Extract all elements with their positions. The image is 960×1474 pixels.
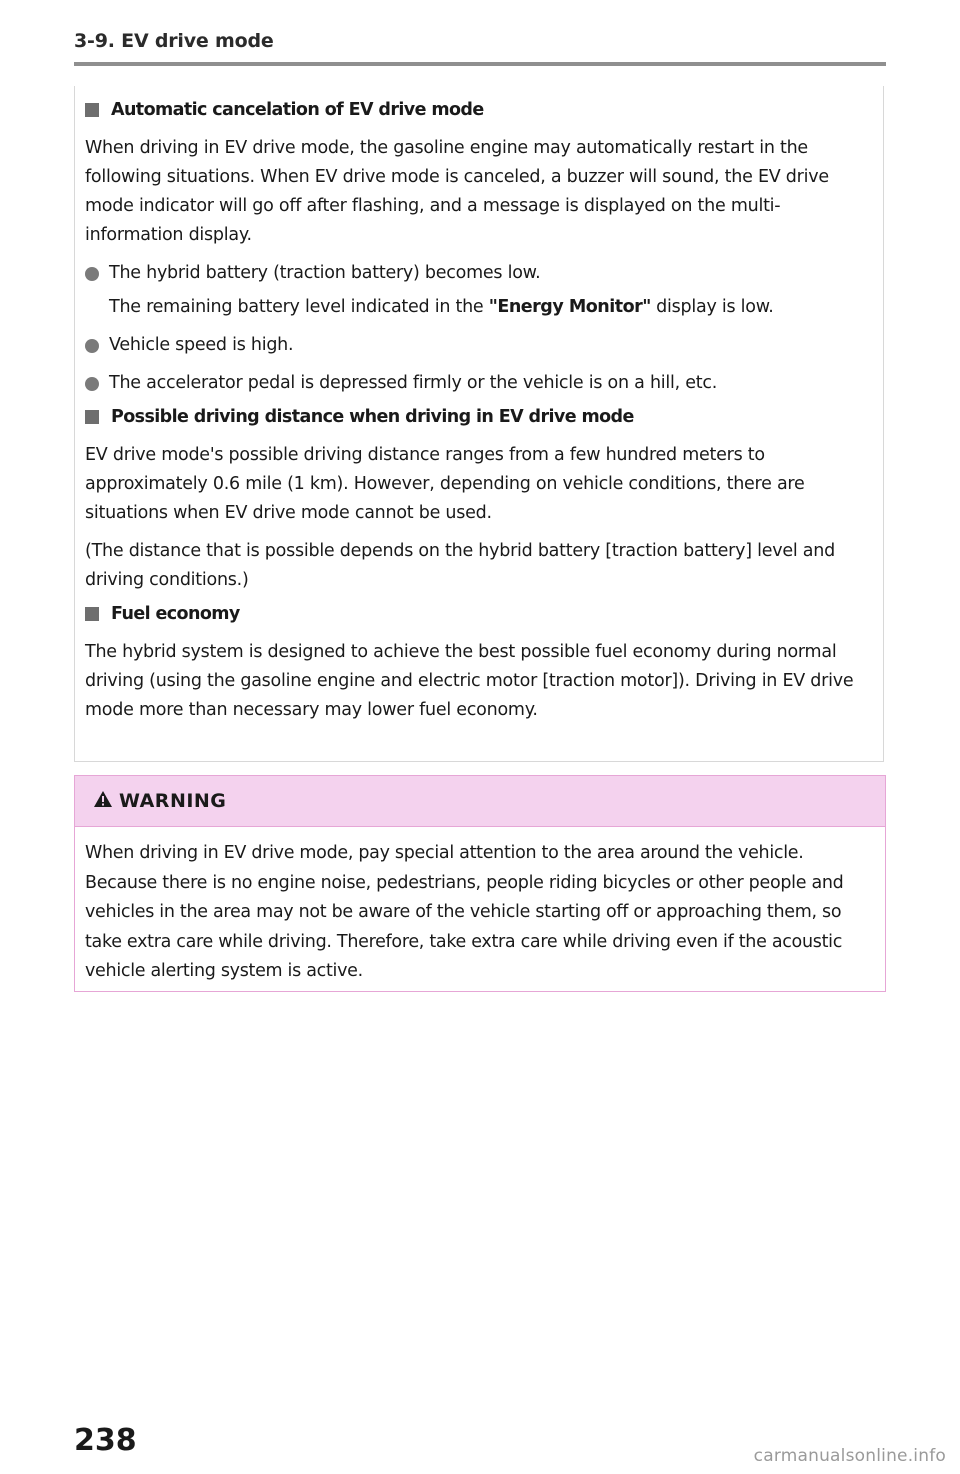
bullet-item-accelerator [85,369,873,398]
warning-header [75,776,885,827]
detail-text-pre: The remaining battery level indicated in the [109,297,489,317]
warning-title: WARNING [119,790,227,812]
watermark: carmanualsonline.info [753,1446,946,1466]
page-header [74,30,886,66]
bullet-text: Vehicle speed is high. [109,335,294,355]
bullet-text: The accelerator pedal is depressed firmly or the vehicle is on a hill, etc. [109,373,718,393]
fuel-economy-para: The hybrid system is designed to achieve the best possible fuel economy during normal driving (using the gasoline engine and electric motor [traction motor]). Driving in EV drive mode more than necessary may lower fuel economy. [85,642,854,720]
subheading-text: Automatic cancelation of EV drive mode [111,100,484,120]
page-number: 238 [74,1423,137,1458]
warning-body: When driving in EV drive mode, pay special attention to the area around the vehicle. Because there is no engine noise, pedestrians, people riding bicycles or other people and vehicles in the area may not be aware of the vehicle starting off or approaching them, so take extra care while driving. Therefore, take extra care while driving even if the acoustic vehicle alerting system is active. [85,843,844,981]
square-bullet-icon [85,103,99,117]
circle-bullet-icon [85,377,99,391]
battery-low-detail [109,293,873,322]
warning-box [74,775,886,992]
bullet-item-speed-high [85,331,873,360]
auto-cancel-intro: When driving in EV drive mode, the gasoline engine may automatically restart in the following situations. When EV drive mode is canceled, a buzzer will sound, the EV drive mode indicator will go off after flashing, and a message is displayed on the multi-information display. [85,138,829,245]
subheading-driving-distance [85,407,873,427]
info-box [74,86,884,762]
subheading-text: Fuel economy [111,604,240,624]
detail-text-post: display is low. [650,297,774,317]
circle-bullet-icon [85,339,99,353]
subheading-text: Possible driving distance when driving in EV drive mode [111,407,634,427]
energy-monitor-term: "Energy Monitor" [488,297,651,317]
driving-distance-para: EV drive mode's possible driving distance ranges from a few hundred meters to approximately 0.6 mile (1 km). However, depending on vehicle conditions, there are situations when EV drive mode cannot be used. [85,445,805,523]
bullet-text: The hybrid battery (traction battery) becomes low. [109,263,541,283]
circle-bullet-icon [85,267,99,281]
subheading-auto-cancel [85,100,873,120]
warning-triangle-icon [93,790,113,812]
subheading-fuel-economy [85,604,873,624]
driving-distance-note: (The distance that is possible depends on the hybrid battery [traction battery] level and driving conditions.) [85,541,835,590]
header-rule [74,62,886,66]
square-bullet-icon [85,607,99,621]
square-bullet-icon [85,410,99,424]
section-title: 3-9. EV drive mode [74,30,274,52]
bullet-item-battery-low [85,259,873,288]
